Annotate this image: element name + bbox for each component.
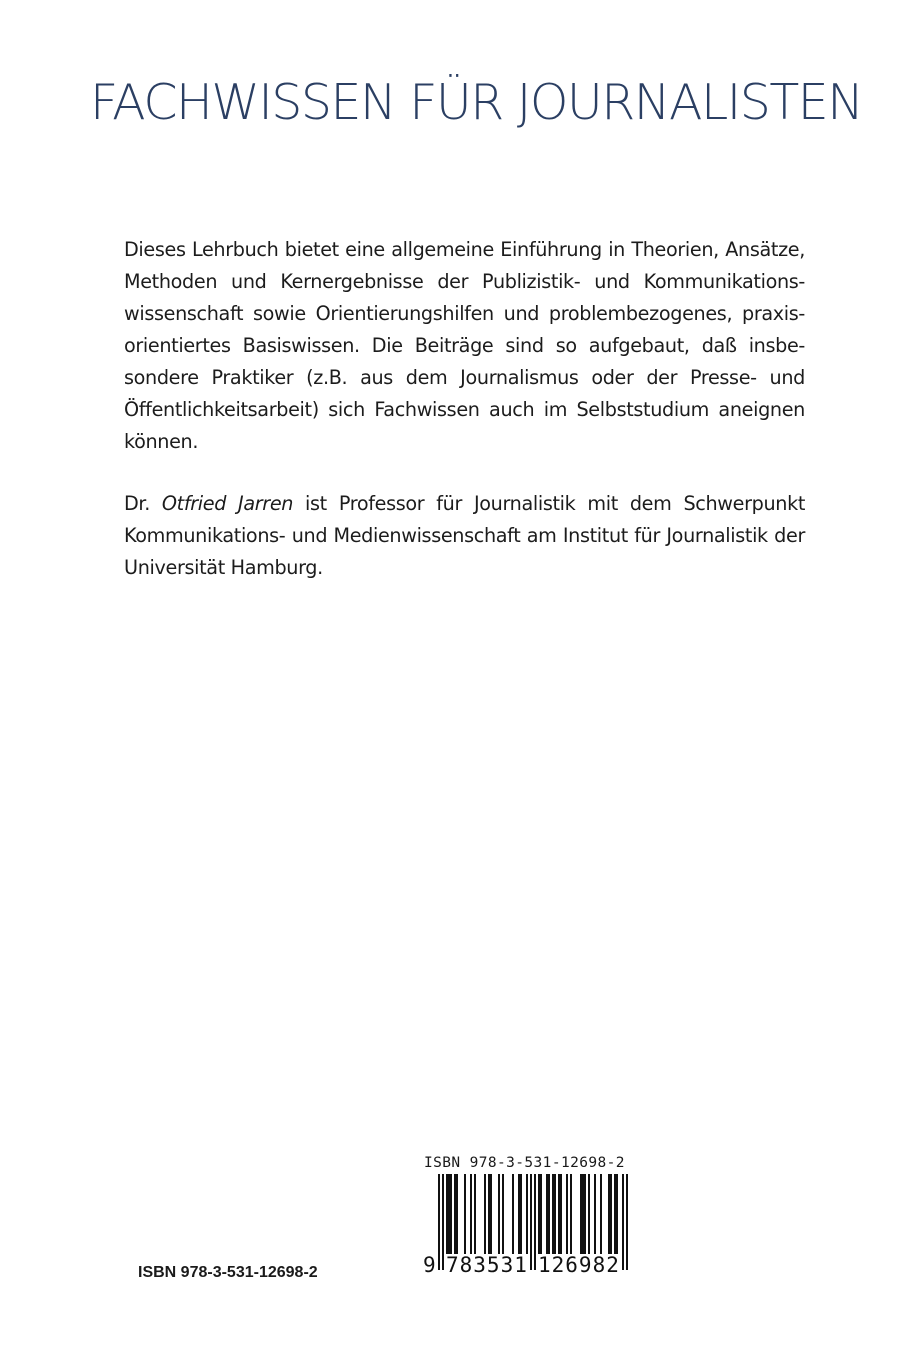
barcode-lead-digit: 9 <box>423 1253 436 1277</box>
barcode-digits-left: 783531 <box>446 1253 528 1277</box>
barcode-bar <box>608 1174 612 1254</box>
barcode-bar <box>484 1174 486 1254</box>
barcode-bar <box>474 1174 476 1254</box>
author-prefix: Dr. <box>124 492 162 515</box>
barcode-bar <box>600 1174 602 1254</box>
barcode-bar <box>566 1174 568 1254</box>
barcode-guard-bar <box>438 1174 440 1270</box>
barcode-bar <box>502 1174 504 1254</box>
barcode-bar <box>498 1174 500 1254</box>
description-line: sondere Praktiker (z.B. aus dem Journalismus oder der Presse- und <box>124 366 805 389</box>
barcode-bar <box>614 1174 618 1254</box>
barcode-bar <box>570 1174 572 1254</box>
author-line: Universität Hamburg. <box>124 556 323 579</box>
description-line: Dieses Lehrbuch bietet eine allgemeine Einführung in Theorien, Ansätze, <box>124 238 805 261</box>
author-line <box>124 488 805 520</box>
author-line-rest: ist Professor für Journalistik mit dem Schwerpunkt <box>293 492 806 515</box>
barcode-bar <box>518 1174 522 1254</box>
description-line: Öffentlichkeitsarbeit) sich Fachwissen auch im Selbststudium aneignen <box>124 398 805 421</box>
barcode-digits-right: 126982 <box>538 1253 620 1277</box>
barcode-isbn-text: ISBN 978-3-531-12698-2 <box>424 1155 625 1171</box>
barcode-bar <box>580 1174 586 1254</box>
barcode-bar <box>470 1174 472 1254</box>
description-line: können. <box>124 430 199 453</box>
description-paragraph <box>124 234 805 458</box>
barcode-bar <box>446 1174 452 1254</box>
barcode-bar <box>526 1174 528 1254</box>
barcode-guard-bar <box>626 1174 628 1270</box>
isbn-label: ISBN 978-3-531-12698-2 <box>138 1264 318 1281</box>
barcode-guard-bar <box>534 1174 536 1270</box>
author-line: Kommunikations- und Medienwissenschaft am Institut für Journalistik der <box>124 524 805 547</box>
author-paragraph <box>124 488 805 584</box>
barcode-bar <box>558 1174 562 1254</box>
barcode-bar <box>464 1174 466 1254</box>
barcode-bar <box>594 1174 596 1254</box>
description-line: wissenschaft sowie Orientierungshilfen und problembezogenes, praxis- <box>124 302 805 325</box>
barcode-bar <box>488 1174 492 1254</box>
series-title: FACHWISSEN FÜR JOURNALISTEN <box>90 74 863 131</box>
barcode-bar <box>588 1174 590 1254</box>
barcode-bar <box>512 1174 514 1254</box>
barcode-bar <box>546 1174 550 1254</box>
barcode-guard-bar <box>442 1174 444 1270</box>
description-line: orientiertes Basiswissen. Die Beiträge sind so aufgebaut, daß insbe- <box>124 334 805 357</box>
description-line: Methoden und Kernergebnisse der Publizistik- und Kommunikations- <box>124 270 805 293</box>
barcode-bar <box>552 1174 556 1254</box>
barcode-bar <box>538 1174 542 1254</box>
author-name: Otfried Jarren <box>161 492 294 515</box>
barcode-bar <box>454 1174 458 1254</box>
